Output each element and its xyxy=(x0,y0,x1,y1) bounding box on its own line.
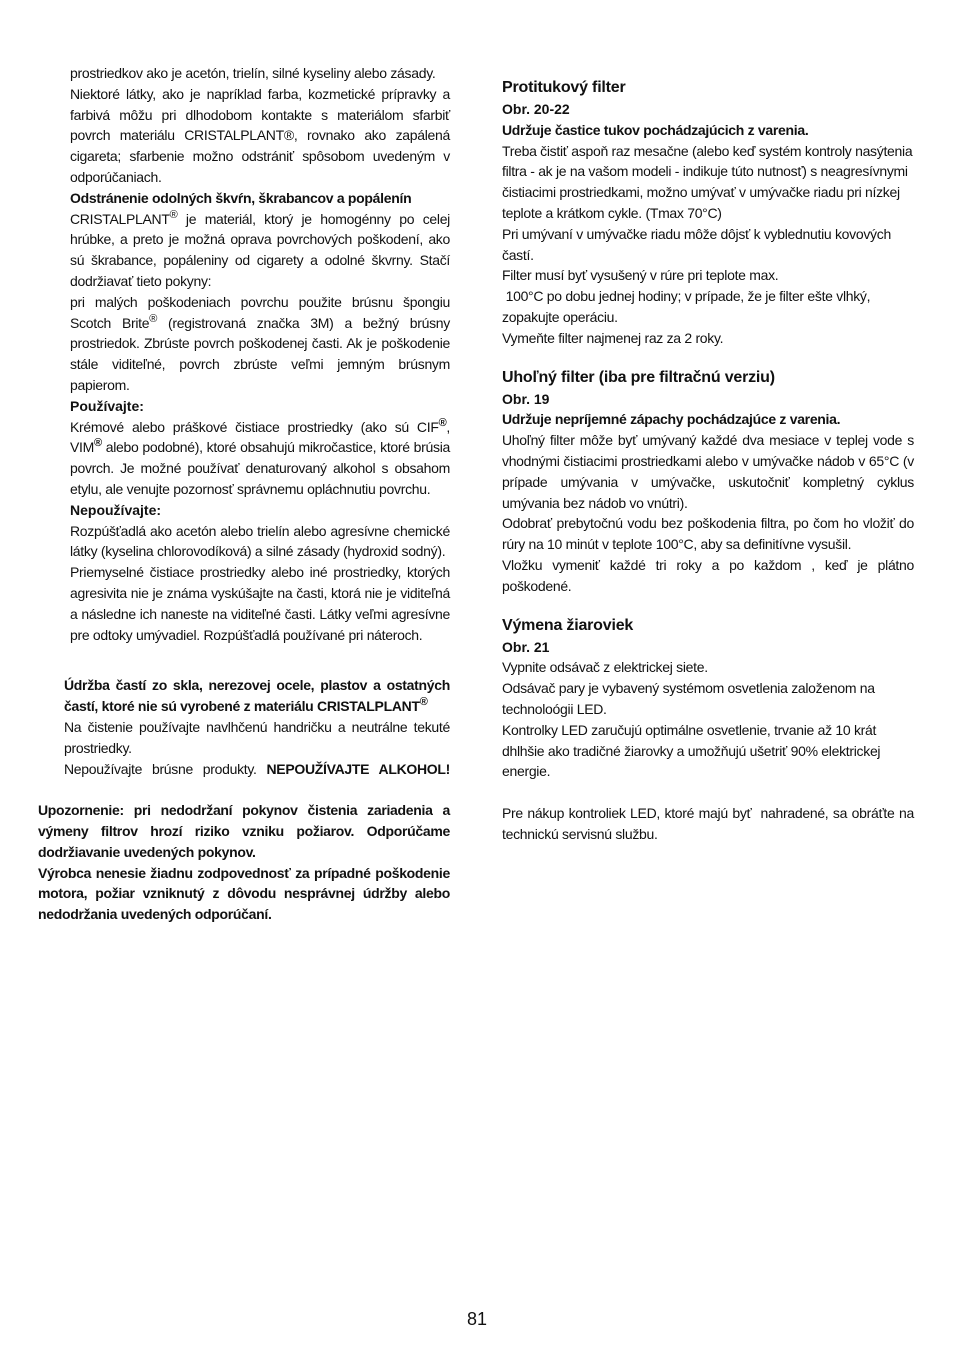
paragraph-industrial-cleaners: Priemyselné čistiace prostriedky alebo iné prostriedky, ktorých agresivita nie je známa vyskúšajte na časti, ktorá nie je viditeľná a následne ich naneste na viditeľné časti. Látky veľmi agresívne pre odtoky umývadiel. Rozpúšťadlá používané pri náteroch. xyxy=(70,564,450,643)
heading-stain-removal: Odstránenie odolných škvŕn, škrabancov a popálenín xyxy=(70,189,412,206)
warning-section xyxy=(38,800,450,925)
lamp-paragraph: Kontrolky LED zaručujú optimálne osvetlenie, trvanie až 10 krát dhlhšie ako tradičné žiarovky a umožňujú ušetriť 90% elektrickej energie. xyxy=(502,721,881,780)
grease-filter-paragraph: Treba čistiť aspoň raz mesačne (alebo keď systém kontroly nasýtenia filtra - ak je na vašom modeli - indikuje túto nutnosť) s neagresívnymi čistiacimi prostriedkami, možno umývať v umývačke riadu pri nízkej teplote a krátkom cykle. (Tmax 70°C) xyxy=(502,142,913,221)
paragraph-cristalplant-repair: CRISTALPLANT® je materiál, ktorý je homogénny po celej hrúbke, a preto je možná oprava povrchových poškodení, ako sú škrabance, popáleniny od cigarety a odolné škvrny. Stačí dodržiavať tieto pokyny: xyxy=(70,208,450,289)
page-number: 81 xyxy=(466,1309,488,1329)
paragraph-use-products: Krémové alebo práškové čistiace prostriedky (ako sú CIF®, VIM® alebo podobné), ktoré obsahujú mikročastice, ktoré brúsia povrch. Je možné používať denaturovaný alkohol s obsahom etylu, ale venujte pozornosť správnemu opláchnutiu povrchu. xyxy=(70,416,450,497)
warning-fire-risk: Upozornenie: pri nedodržaní pokynov čistenia zariadenia a výmeny filtrov hrozí riziko vzniku požiarov. Odporúčame dodržiavanie uvedených pokynov. xyxy=(38,802,450,860)
section-lamp-replacement xyxy=(502,615,918,845)
paragraph-scotch-brite: pri malých poškodeniach povrchu použite brúsnu špongiu Scotch Brite® (registrovaná značka 3M) a bežný brúsny prostriedok. Zbrúste povrch poškodenej časti. Ak je poškodenie stále viditeľné, povrch zbrúste veľmi jemným brúsnym papierom. xyxy=(70,293,450,393)
registered-mark: ® xyxy=(438,416,447,429)
paragraph-do-not-use-solvents: Rozpúšťadlá ako acetón alebo trielín alebo agresívne chemické látky (kyselina chlorovodíková) a silné zásady (hydroxid sodný). xyxy=(70,522,450,560)
paragraph-solvents-tail: prostriedkov ako je acetón, trielín, silné kyseliny alebo zásady. xyxy=(70,65,436,81)
grease-filter-title: Protitukový filter xyxy=(502,79,626,96)
left-column xyxy=(38,63,450,925)
carbon-filter-lead: Udržuje nepríjemné zápachy pochádzajúce z varenia. xyxy=(502,411,841,428)
registered-mark: ® xyxy=(94,437,102,450)
grease-filter-paragraph: Filter musí byť vysušený v rúre pri teplote max. xyxy=(502,267,779,284)
registered-mark: ® xyxy=(149,312,158,325)
paragraph-no-abrasive: Nepoužívajte brúsne produkty. NEPOUŽÍVAJTE ALKOHOL! xyxy=(64,760,450,777)
grease-filter-lead: Udržuje častice tukov pochádzajúcich z varenia. xyxy=(502,121,809,138)
right-column xyxy=(502,77,918,845)
lamp-paragraph: Vypnite odsávač z elektrickej siete. xyxy=(502,659,708,676)
carbon-filter-paragraph: Odobrať prebytočnú vodu bez poškodenia filtra, po čom ho vložiť do rúry na 10 minút v teplote 100°C, aby sa definitívne vysušil. xyxy=(502,515,914,553)
registered-mark: ® xyxy=(169,208,178,221)
carbon-filter-title: Uhoľný filter (iba pre filtračnú verziu) xyxy=(502,368,775,386)
heading-maintenance: Údržba častí zo skla, nerezovej ocele, plastov a ostatných častí, ktoré nie sú vyrobené z materiálu CRISTALPLANT® xyxy=(64,677,450,715)
carbon-filter-paragraph: Vložku vymeniť každé tri roky a po každom , keď je plátno poškodené. xyxy=(502,556,914,594)
section-carbon-filter xyxy=(502,367,914,597)
lamp-paragraph: Pre nákup kontroliek LED, ktoré majú byť nahradené, sa obráťte na technickú servisnú službu. xyxy=(502,805,918,842)
grease-filter-figure-ref: Obr. 20-22 xyxy=(502,101,570,117)
grease-filter-paragraph: Pri umývaní v umývačke riadu môže dôjsť k vyblednutiu kovových častí. xyxy=(502,225,891,263)
lamp-paragraph: Odsávač pary je vybavený systémom osvetlenia založenom na technoloógii LED. xyxy=(502,680,875,717)
registered-mark: ® xyxy=(419,696,428,709)
heading-use: Používajte: xyxy=(70,397,144,414)
heading-do-not-use: Nepoužívajte: xyxy=(70,501,162,518)
carbon-filter-paragraph: Uhoľný filter môže byť umývaný každé dva mesiace v teplej vode s vhodnými čistiacimi prostriedkami alebo v umývačke nádob v 65°C (v prípade umývania v umývačke, uskutočniť kompletný cyklus umývania bez nádob vo vnútri). xyxy=(502,432,914,511)
grease-filter-paragraph: Vymeňte filter najmenej raz za 2 roky. xyxy=(502,329,724,346)
carbon-filter-figure-ref: Obr. 19 xyxy=(502,390,550,407)
maintenance-section xyxy=(64,675,450,779)
lamp-replacement-figure-ref: Obr. 21 xyxy=(502,638,550,655)
lamp-replacement-title: Výmena žiaroviek xyxy=(502,616,634,634)
warning-liability: Výrobca nenesie žiadnu zodpovednosť za prípadné poškodenie motora, požiar vzniknutý z dôvodu nesprávnej údržby alebo nedodržania uvedených odporúčaní. xyxy=(38,864,450,923)
section-grease-filter xyxy=(502,77,914,349)
grease-filter-paragraph: 100°C po dobu jednej hodiny; v prípade, že je filter ešte vlhký, zopakujte operáciu. xyxy=(502,288,874,325)
paragraph-staining: Niektoré látky, ako je napríklad farba, kozmetické prípravky a farbivá môžu pri dlhodobom kontakte s materiálom sfarbiť povrch materiálu CRISTALPLANT®, rovnako ako zapálená cigareta; sfarbenie možno odstrániť spôsobom uvedeným v odporúčaniach. xyxy=(70,85,450,185)
paragraph-damp-cloth: Na čistenie používajte navlhčenú handričku a neutrálne tekuté prostriedky. xyxy=(64,718,450,756)
